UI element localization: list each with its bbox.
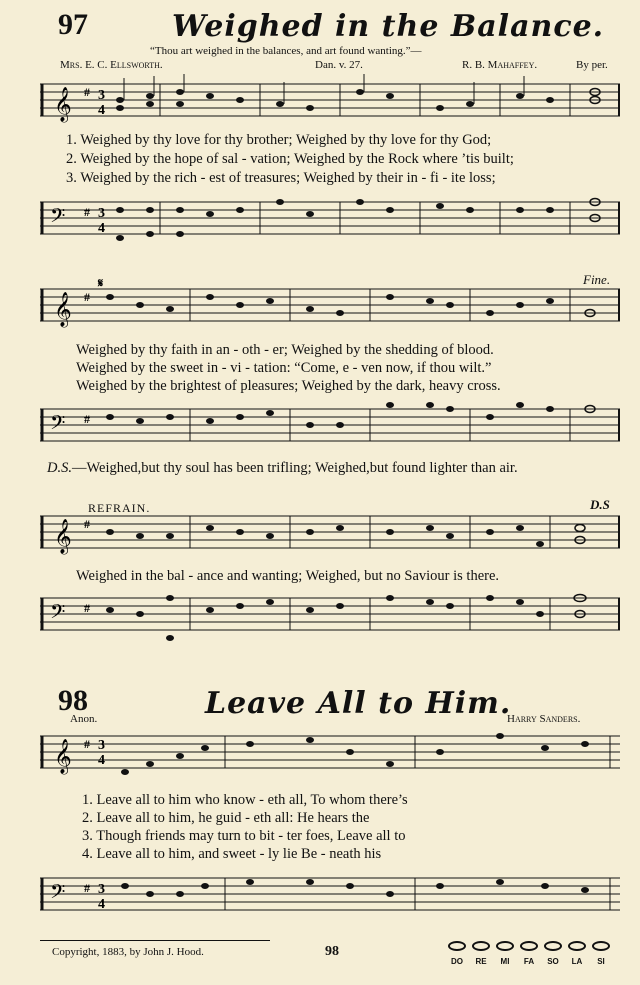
- svg-text:#: #: [84, 412, 90, 426]
- fa-shape-icon: [520, 941, 538, 951]
- solfege-si: SI: [597, 957, 605, 966]
- svg-text:3: 3: [98, 88, 105, 103]
- si-shape-icon: [592, 941, 610, 951]
- svg-text:𝄞: 𝄞: [54, 87, 72, 122]
- svg-text:3: 3: [98, 882, 105, 897]
- treble-staff: [40, 724, 620, 794]
- svg-text:#: #: [84, 881, 90, 895]
- svg-text:𝄢: 𝄢: [50, 880, 66, 908]
- treble-staff: [40, 74, 620, 134]
- hymn-title: Weighed in the Balance.: [172, 9, 605, 44]
- solfege-so: SO: [547, 957, 559, 966]
- solfege-fa: FA: [523, 957, 535, 966]
- mi-shape-icon: [496, 941, 514, 951]
- verse-line: 2. Weighed by the hope of sal - vation; Weighed by the Rock where ’tis built;: [66, 151, 514, 167]
- verse-line: 1. Leave all to him who know - eth all, To whom there’s: [82, 792, 408, 808]
- author: Anon.: [70, 713, 98, 725]
- so-shape-icon: [544, 941, 562, 951]
- la-shape-icon: [568, 941, 586, 951]
- svg-text:#: #: [84, 290, 90, 304]
- svg-text:#: #: [84, 205, 90, 219]
- hymn-number: 97: [58, 8, 88, 41]
- fine-marker: Fine.: [583, 272, 611, 287]
- solfege-mi: MI: [500, 957, 510, 966]
- svg-text:𝄞: 𝄞: [54, 739, 72, 774]
- ds-marker: D.S: [590, 497, 610, 512]
- verse-line: 4. Leave all to him, and sweet - ly lie Be - neath his: [82, 846, 382, 862]
- svg-text:𝄋: 𝄋: [98, 276, 104, 290]
- svg-text:4: 4: [98, 221, 105, 236]
- svg-text:#: #: [84, 85, 90, 99]
- re-shape-icon: [472, 941, 490, 951]
- svg-text:#: #: [84, 517, 90, 531]
- svg-text:𝄞: 𝄞: [54, 519, 72, 554]
- hymn-title: Leave All to Him.: [205, 686, 512, 721]
- composer: R. B. Mahaffey.: [462, 59, 538, 71]
- solfege-re: RE: [475, 957, 487, 966]
- refrain-lyric: Weighed in the bal - ance and wanting; Weighed, but no Saviour is there.: [76, 568, 500, 584]
- svg-text:3: 3: [98, 206, 105, 221]
- verse-line: 2. Leave all to him, he guid - eth all: He hears the: [82, 810, 370, 826]
- svg-text:4: 4: [98, 897, 105, 912]
- verse-line: 1. Weighed by thy love for thy brother; Weighed by thy love for thy God;: [66, 132, 492, 148]
- bass-staff: [40, 586, 620, 656]
- composer: Harry Sanders.: [507, 713, 581, 725]
- svg-text:𝄞: 𝄞: [54, 292, 72, 327]
- svg-text:𝄢: 𝄢: [50, 204, 66, 232]
- epigraph: “Thou art weighed in the balances, and art found wanting.”—: [150, 45, 422, 57]
- footer-rule: [40, 940, 270, 941]
- svg-text:4: 4: [98, 103, 105, 118]
- ds-text: —Weighed,but thy soul has been trifling; Weighed,but found lighter than air.: [71, 460, 518, 476]
- hymn-number: 98: [58, 684, 88, 717]
- ds-label: D.S.: [47, 460, 72, 476]
- author: Mrs. E. C. Ellsworth.: [60, 59, 163, 71]
- verse-line: Weighed by the brightest of pleasures; Weighed by the dark, heavy cross.: [76, 378, 501, 394]
- treble-staff: [40, 504, 620, 564]
- svg-text:#: #: [84, 601, 90, 615]
- scripture-reference: Dan. v. 27.: [315, 59, 363, 71]
- bass-staff: [40, 397, 620, 457]
- verse-line: 3. Though friends may turn to bit - ter foes, Leave all to: [82, 828, 406, 844]
- refrain-label: REFRAIN.: [88, 501, 151, 515]
- copyright: Copyright, 1883, by John J. Hood.: [52, 946, 204, 958]
- verse-line: 3. Weighed by the rich - est of treasures; Weighed by their in - fi - ite loss;: [66, 170, 496, 186]
- solfege-do: DO: [451, 957, 463, 966]
- permission: By per.: [576, 59, 608, 71]
- svg-text:3: 3: [98, 738, 105, 753]
- verse-line: Weighed by the sweet in - vi - tation: “Come, e - ven now, if thou wilt.”: [76, 360, 492, 376]
- verse-line: Weighed by thy faith in an - oth - er; Weighed by the shedding of blood.: [76, 342, 494, 358]
- solfege-la: LA: [571, 957, 583, 966]
- svg-text:𝄢: 𝄢: [50, 411, 66, 439]
- ds-line: [47, 460, 518, 477]
- bass-staff: [40, 190, 620, 250]
- svg-text:#: #: [84, 737, 90, 751]
- treble-staff: [40, 275, 620, 335]
- svg-text:4: 4: [98, 753, 105, 768]
- bass-staff: [40, 866, 620, 926]
- page-number: 98: [325, 944, 339, 959]
- svg-text:𝄢: 𝄢: [50, 600, 66, 628]
- do-shape-icon: [448, 941, 466, 951]
